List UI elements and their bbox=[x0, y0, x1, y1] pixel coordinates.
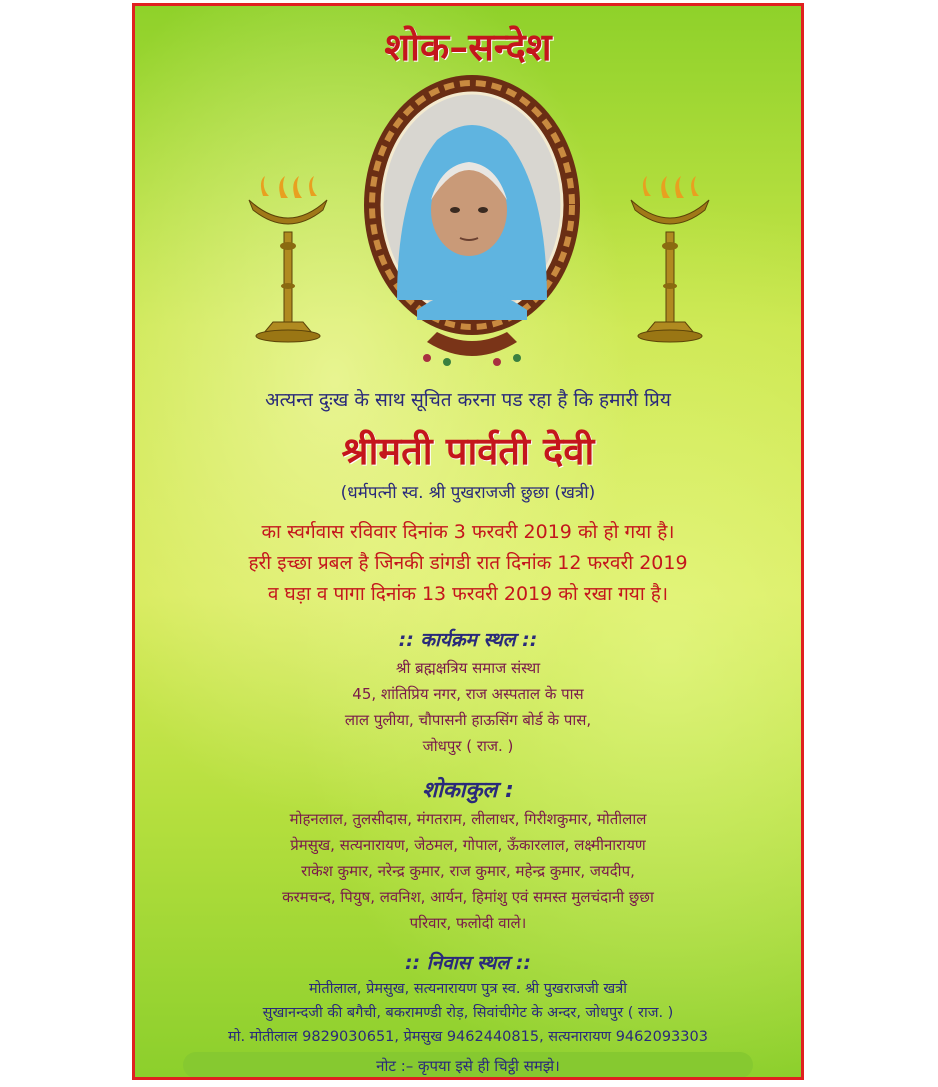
venue-line: 45, शांतिप्रिय नगर, राज अस्पताल के पास bbox=[352, 685, 584, 703]
message-line: हरी इच्छा प्रबल है जिनकी डांगडी रात दिनांक 12 फरवरी 2019 bbox=[248, 552, 688, 574]
card-title: शोक–सन्देश bbox=[384, 24, 552, 69]
residence-heading: :: निवास स्थल :: bbox=[404, 952, 532, 974]
message-line: व घड़ा व पागा दिनांक 13 फरवरी 2019 को रखा गया है। bbox=[267, 583, 669, 605]
venue-line: जोधपुर ( राज. ) bbox=[422, 737, 514, 755]
mourners-line: मोहनलाल, तुलसीदास, मंगतराम, लीलाधर, गिरीशकुमार, मोतीलाल bbox=[289, 810, 647, 828]
portrait-photo bbox=[357, 70, 587, 370]
venue-line: लाल पुलीया, चौपासनी हाऊसिंग बोर्ड के पास, bbox=[344, 711, 592, 729]
note-text: नोट :– कृपया इसे ही चिट्ठी समझे। bbox=[376, 1057, 560, 1075]
mourners-line: परिवार, फलोदी वाले। bbox=[409, 914, 527, 932]
message-line: का स्वर्गवास रविवार दिनांक 3 फरवरी 2019 को हो गया है। bbox=[261, 521, 675, 543]
mourners-line: करमचन्द, पियुष, लवनिश, आर्यन, हिमांशु एवं समस्त मुलचंदानी छुछा bbox=[282, 888, 654, 906]
condolence-card bbox=[132, 3, 804, 1080]
mourners-line: प्रेमसुख, सत्यनारायण, जेठमल, गोपाल, ऊँकारलाल, लक्ष्मीनारायण bbox=[290, 836, 646, 854]
venue-heading: :: कार्यक्रम स्थल :: bbox=[398, 629, 538, 651]
residence-line: सुखानन्दजी की बगैची, बकरामण्डी रोड़, सिवांचीगेट के अन्दर, जोधपुर ( राज. ) bbox=[262, 1005, 674, 1021]
relation-text: (धर्मपत्नी स्व. श्री पुखराजजी छुछा (खत्री) bbox=[340, 483, 596, 503]
mourners-heading: शोकाकुल : bbox=[422, 778, 514, 803]
oil-lamp-icon bbox=[625, 176, 715, 346]
oil-lamp-icon bbox=[243, 176, 333, 346]
mourners-line: राकेश कुमार, नरेन्द्र कुमार, राज कुमार, महेन्द्र कुमार, जयदीप, bbox=[301, 862, 635, 880]
venue-line: श्री ब्रह्मक्षत्रिय समाज संस्था bbox=[395, 659, 541, 677]
deceased-name: श्रीमती पार्वती देवी bbox=[341, 428, 595, 473]
contact-numbers: मो. मोतीलाल 9829030651, प्रेमसुख 9462440815, सत्यनारायण 9462093303 bbox=[228, 1029, 708, 1045]
intro-text: अत्यन्त दुःख के साथ सूचित करना पड रहा है कि हमारी प्रिय bbox=[265, 389, 671, 411]
residence-line: मोतीलाल, प्रेमसुख, सत्यनारायण पुत्र स्व. श्री पुखराजजी खत्री bbox=[309, 981, 627, 997]
